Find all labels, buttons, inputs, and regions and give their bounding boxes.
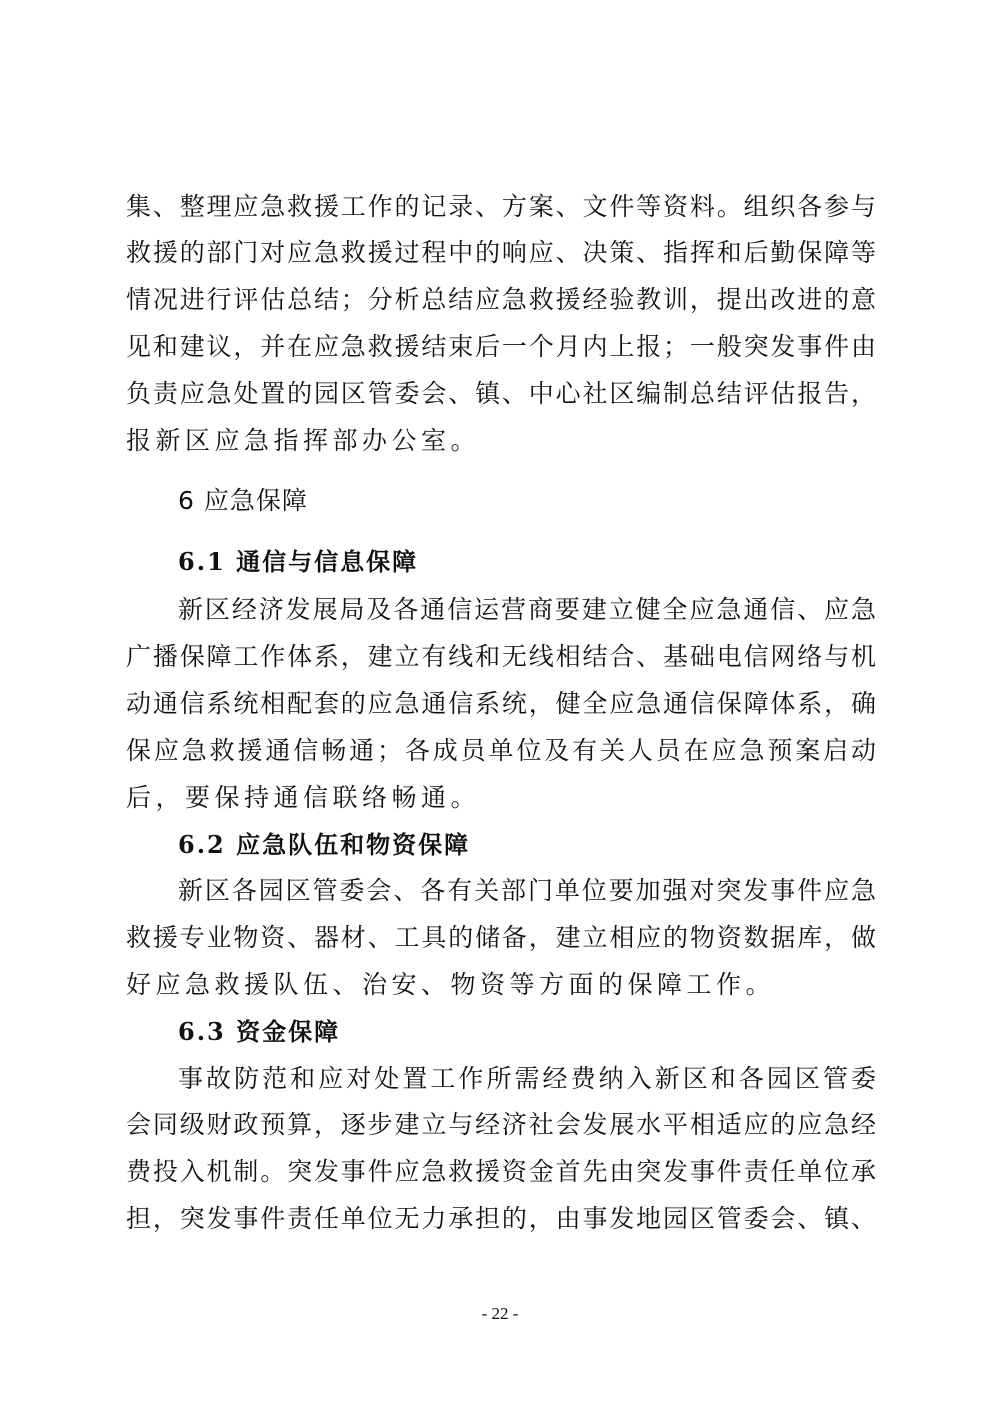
text-line: 好应急救援队伍、治安、物资等方面的保障工作。: [126, 970, 776, 999]
text-line: 费投入机制。突发事件应急救援资金首先由突发事件责任单位承: [126, 1157, 876, 1186]
text-line: 救援的部门对应急救援过程中的响应、决策、指挥和后勤保障等: [126, 238, 876, 267]
section-heading: 6 应急保障: [178, 486, 308, 515]
text-line: 担，突发事件责任单位无力承担的，由事发地园区管委会、镇、: [126, 1204, 876, 1233]
subsection-heading: 6.2 应急队伍和物资保障: [178, 830, 471, 859]
text-line: 保应急救援通信畅通；各成员单位及有关人员在应急预案启动: [126, 736, 876, 765]
text-line: 广播保障工作体系，建立有线和无线相结合、基础电信网络与机: [126, 642, 876, 671]
text-line: 报新区应急指挥部办公室。: [126, 426, 481, 455]
text-line: 动通信系统相配套的应急通信系统，健全应急通信保障体系，确: [126, 689, 876, 718]
text-line: 会同级财政预算，逐步建立与经济社会发展水平相适应的应急经: [126, 1110, 876, 1139]
text-line: 后，要保持通信联络畅通。: [126, 783, 481, 812]
text-line: 救援专业物资、器材、工具的储备，建立相应的物资数据库，做: [126, 923, 876, 952]
page-number: - 22 -: [481, 1304, 519, 1323]
text-line: 事故防范和应对处置工作所需经费纳入新区和各园区管委: [178, 1064, 876, 1093]
text-line: 新区各园区管委会、各有关部门单位要加强对突发事件应急: [178, 876, 876, 905]
text-line: 集、整理应急救援工作的记录、方案、文件等资料。组织各参与: [126, 192, 876, 221]
text-line: 负责应急处置的园区管委会、镇、中心社区编制总结评估报告，: [126, 379, 876, 408]
text-line: 新区经济发展局及各通信运营商要建立健全应急通信、应急: [178, 595, 876, 624]
subsection-heading: 6.3 资金保障: [178, 1017, 341, 1046]
text-line: 情况进行评估总结；分析总结应急救援经验教训，提出改进的意: [126, 285, 876, 314]
subsection-heading: 6.1 通信与信息保障: [178, 547, 419, 576]
text-line: 见和建议，并在应急救援结束后一个月内上报；一般突发事件由: [126, 332, 876, 361]
